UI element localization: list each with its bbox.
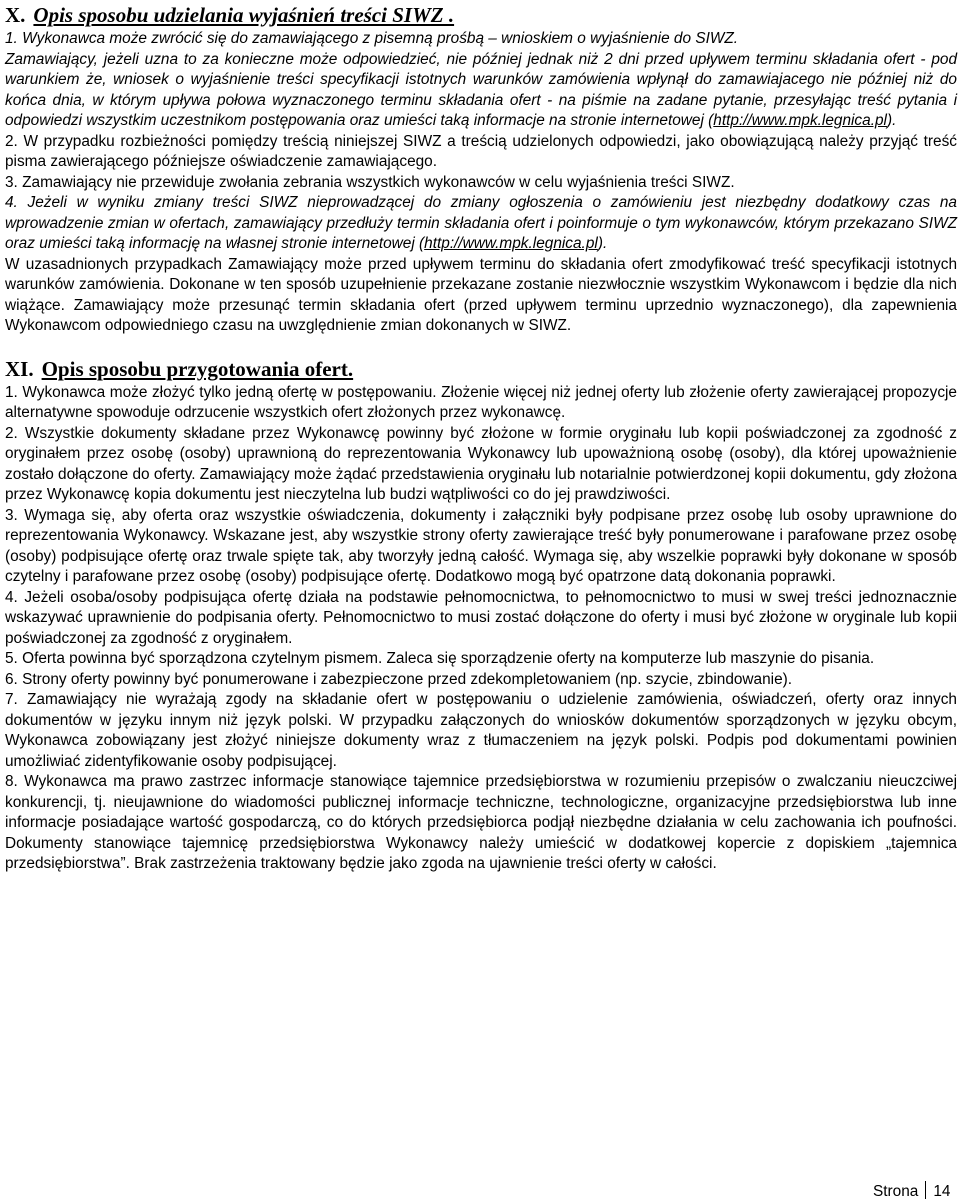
section-xi-number: XI.	[5, 356, 34, 381]
footer-label: Strona	[873, 1183, 919, 1200]
section-xi-item-2: 2. Wszystkie dokumenty składane przez Wykonawcę powinny być złożone w formie oryginału lub kopii poświadczonej za zgodność z oryginałem przez osobę (osoby) uprawnioną do reprezentowania Wykonawcy lub upoważnioną osobę (osoby), dla której upoważnienie zostało dołączone do oferty. Zamawiający może żądać przedstawienia oryginału lub notarialnie potwierdzonej kopii dokumentu, gdy złożona przez Wykonawcę kopia dokumentu jest nieczytelna lub budzi wątpliwości co do jej prawdziwości.	[5, 424, 957, 503]
section-x-paragraph-6-part-1: W uzasadnionych przypadkach Zamawiający może przed upływem terminu do składania ofert zmodyfikować treść specyfikacji istotnych warunków zamówienia.	[5, 255, 957, 293]
section-xi-heading	[5, 357, 957, 382]
section-xi-item-1: 1. Wykonawca może złożyć tylko jedną ofertę w postępowaniu. Złożenie więcej niż jednej oferty lub złożenie oferty zawierającej propozycje alternatywne spowoduje odrzucenie wszystkich ofert złożonych przez wykonawcę.	[5, 383, 957, 421]
section-xi-title: Opis sposobu przygotowania ofert.	[41, 356, 354, 381]
mpk-legnica-link[interactable]: http://www.mpk.legnica.pl	[713, 112, 887, 129]
section-xi-item-7: 7. Zamawiający nie wyrażają zgody na składanie ofert w postępowaniu o udzielenie zamówienia, oświadczeń, oferty oraz innych dokumentów w języku innym niż język polski. W przypadku załączonych do wniosków dokumentów sporządzonych w języku obcym, Wykonawca zobowiązany jest złożyć niniejsze dokumenty wraz z tłumaczeniem na język polski. Podpis pod dokumentami powinien umożliwiać zidentyfikowanie osoby podpisującej.	[5, 691, 957, 770]
footer-page-number: 14	[933, 1183, 951, 1200]
section-x-paragraph-6-part-3: Zamawiający może przesunąć termin składania ofert (przed upływem terminu uprzednio wyznaczonego), dla zapewnienia Wykonawcom odpowiedniego czasu na uwzględnienie zmian dokonanych w SIWZ.	[5, 296, 957, 334]
section-x-paragraph-6	[5, 255, 957, 337]
section-xi-item-8: 8. Wykonawca ma prawo zastrzec informacje stanowiące tajemnice przedsiębiorstwa w rozumieniu przepisów o zwalczaniu nieuczciwej konkurencji, tj. nieujawnione do wiadomości publicznej informacje techniczne, technologiczne, organizacyjne przedsiębiorstwa lub inne informacje posiadające wartość gospodarczą, co do których przedsiębiorca podjął niezbędne działania w celu zachowania ich poufności. Dokumenty stanowiące tajemnicę przedsiębiorstwa Wykonawcy należy umieścić w dodatkowej kopercie z dopiskiem „tajemnica przedsiębiorstwa”. Brak zastrzeżenia traktowany będzie jako zgoda na ujawnienie treści oferty w całości.	[5, 773, 957, 872]
section-x-paragraph-5-text: 4. Jeżeli w wyniku zmiany treści SIWZ nieprowadzącej do zmiany ogłoszenia o zamówieniu jest niezbędny dodatkowy czas na wprowadzenie zmian w ofertach, zamawiający przedłuży termin składania ofert i poinformuje o tym wykonawców, którym przekazano SIWZ oraz umieści taką informację na własnej stronie internetowej (	[5, 194, 957, 252]
mpk-legnica-link[interactable]: http://www.mpk.legnica.pl	[424, 235, 598, 252]
footer-divider	[925, 1181, 926, 1199]
section-x-paragraph-2	[5, 50, 957, 132]
section-xi-item-6: 6. Strony oferty powinny być ponumerowane i zabezpieczone przed zdekompletowaniem (np. szycie, zbindowanie).	[5, 670, 793, 688]
section-x-paragraph-5	[5, 193, 957, 255]
section-x-paragraph-1: 1. Wykonawca może zwrócić się do zamawiającego z pisemną prośbą – wnioskiem o wyjaśnienie do SIWZ.	[5, 30, 739, 47]
section-xi-item-4: 4. Jeżeli osoba/osoby podpisująca ofertę działa na podstawie pełnomocnictwa, to pełnomocnictwo to musi w swej treści jednoznacznie wskazywać uprawnienie do podpisania oferty. Pełnomocnictwo to musi zostać dołączone do oferty i musi być złożone w oryginale lub kopii poświadczonej za zgodność z oryginałem.	[5, 588, 957, 647]
section-x-number: X.	[5, 3, 26, 27]
section-x-paragraph-2-end: ).	[886, 112, 897, 129]
section-x-paragraph-5-end: ).	[597, 235, 608, 252]
section-x-paragraph-6-part-2: Dokonane w ten sposób uzupełnienie przekazane zostanie niezwłocznie wszystkim Wykonawcom i będzie dla nich wiążące.	[5, 276, 957, 314]
page-footer	[873, 1181, 950, 1202]
section-x-heading	[5, 3, 957, 28]
section-x-title: Opis sposobu udzielania wyjaśnień treści SIWZ .	[33, 3, 455, 27]
section-x-paragraph-3: 2. W przypadku rozbieżności pomiędzy treścią niniejszej SIWZ a treścią udzielonych odpowiedzi, jako obowiązującą należy przyjąć treść pisma zawierającego późniejsze oświadczenie zamawiającego.	[5, 132, 957, 170]
section-x-paragraph-2-text: Zamawiający, jeżeli uzna to za konieczne może odpowiedzieć, nie później jednak niż 2 dni przed upływem terminu składania ofert - pod warunkiem że, wniosek o wyjaśnienie treści specyfikacji istotnych warunków zamówienia wpłynął do zamawiajacego nie później niż do końca dnia, w którym upływa połowa wyznaczonego terminu składania ofert - na piśmie na zadane pytanie, przesyłając treść pytania i odpowiedzi wszystkim uczestnikom postępowania oraz umieści taką informacje na stronie internetowej (	[5, 50, 957, 129]
section-xi-item-3: 3. Wymaga się, aby oferta oraz wszystkie oświadczenia, dokumenty i załączniki były podpisane przez osobę lub osoby uprawnione do reprezentowania Wykonawcy. Wskazane jest, aby wszystkie strony oferty zawierające treść były ponumerowane i parafowane przez osobę (osoby) podpisujące ofertę oraz trwale spięte tak, aby tworzyły jedną całość. Wymaga się, aby wszelkie poprawki były dokonane w sposób czytelny i parafowane przez osobę (osoby) podpisujące ofertę. Dodatkowo mogą być opatrzone datą dokonania poprawki.	[5, 506, 957, 585]
section-x-paragraph-4: 3. Zamawiający nie przewiduje zwołania zebrania wszystkich wykonawców w celu wyjaśnienia treści SIWZ.	[5, 173, 735, 191]
section-xi-item-5: 5. Oferta powinna być sporządzona czytelnym pismem. Zaleca się sporządzenie oferty na komputerze lub maszynie do pisania.	[5, 650, 875, 667]
document-page	[5, 0, 957, 875]
